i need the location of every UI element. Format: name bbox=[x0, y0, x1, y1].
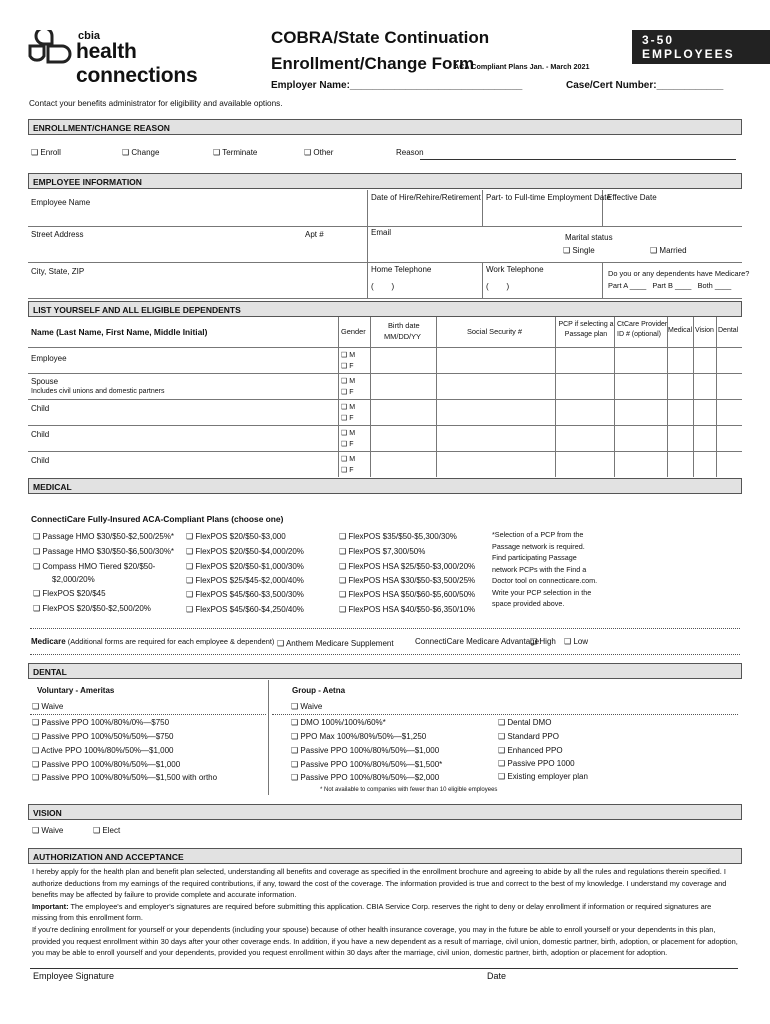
vol-dental-plan[interactable]: ❑ Active PPO 100%/80%/50%—$1,000 bbox=[32, 746, 173, 755]
pcp-selection-note: *Selection of a PCP from the Passage network is required. Find participating Passage network PCPs with the Find a Doctor tool on connecticare.com. Write your PCP selection in the space provided above. bbox=[492, 530, 598, 608]
row-child1-label: Child bbox=[31, 404, 50, 413]
section-enrollment-reason: ENROLLMENT/CHANGE REASON bbox=[28, 119, 742, 135]
gender-m-checkbox[interactable]: ❑ M bbox=[341, 351, 355, 359]
medical-plan-option[interactable]: ❑ FlexPOS HSA $30/$50-$3,500/25% bbox=[339, 576, 475, 585]
work-phone-paren: ( ) bbox=[486, 282, 510, 291]
email-field[interactable]: Email bbox=[371, 228, 392, 237]
terminate-checkbox[interactable]: ❑ Terminate bbox=[213, 148, 257, 157]
group-dental-plan-alt[interactable]: ❑ Standard PPO bbox=[498, 732, 559, 741]
col-medical-header: Medical bbox=[668, 327, 693, 334]
reason-line[interactable] bbox=[420, 159, 736, 160]
gender-f-checkbox[interactable]: ❑ F bbox=[341, 466, 354, 474]
group-dental-plan-alt[interactable]: ❑ Dental DMO bbox=[498, 718, 551, 727]
vol-dental-plan[interactable]: ❑ Passive PPO 100%/80%/50%—$1,000 bbox=[32, 760, 180, 769]
logo-small-text: cbia bbox=[78, 30, 101, 42]
medicare-question: Do you or any dependents have Medicare? bbox=[608, 269, 750, 278]
group-dental-plan[interactable]: ❑ Passive PPO 100%/80%/50%—$2,000 bbox=[291, 773, 439, 782]
group-aetna-label: Group - Aetna bbox=[292, 686, 346, 695]
connecticare-advantage-label: ConnectiCare Medicare Advantage: bbox=[415, 637, 542, 646]
home-phone-field[interactable]: Home Telephone bbox=[371, 265, 432, 274]
group-dental-plan-alt[interactable]: ❑ Existing employer plan bbox=[498, 772, 588, 781]
col-vision-header: Vision bbox=[695, 327, 714, 334]
case-cert-field[interactable]: Case/Cert Number:____________ bbox=[566, 80, 724, 91]
reason-label: Reason bbox=[396, 148, 424, 157]
medical-plan-option[interactable]: ❑ FlexPOS $20/$50-$1,000/30% bbox=[186, 562, 304, 571]
gender-f-checkbox[interactable]: ❑ F bbox=[341, 414, 354, 422]
authorization-text: I hereby apply for the health plan and benefit plan selected, understanding all benefits and coverage as specified in the enrollment brochure and agreeing to abide by all the rules and regulations therein specified. I authorize deductions from my earnings of the required contributions, if any, toward the cost of the coverage. The information provided is true and correct to the best of my knowledge. I understand my coverage and benefits may be affected by failure to provide complete and accurate information. Important: The employee's and employer's signatures are required before submitting this application. CBIA Service Corp. reserves the right to deny or delay enrollment if information or required signatures are missing from this enrollment form. If you're declining enrollment for yourself or your dependents (including your spouse) because of other health insurance coverage, you may in the future be able to enroll yourself or your dependents in this plan, provided you request enrollment within 30 days after your other coverage ends. In addition, if you have a new dependent as a result of marriage, civil union, domestic partner, birth, adoption, or placement for adoption, you may be able to enroll yourself and your dependents, provided you request enrollment within 30 days after the marriage, civil union, domestic partner, birth, adoption or placement for adoption. bbox=[32, 867, 738, 958]
logo-icon bbox=[26, 30, 74, 70]
medical-subheading: ConnectiCare Fully-Insured ACA-Compliant Plans (choose one) bbox=[31, 514, 284, 524]
section-dental: DENTAL bbox=[28, 663, 742, 679]
medical-plan-option[interactable]: ❑ FlexPOS $20/$50-$2,500/20% bbox=[33, 604, 151, 613]
section-medical: MEDICAL bbox=[28, 478, 742, 494]
enroll-checkbox[interactable]: ❑ Enroll bbox=[31, 148, 61, 157]
voluntary-waive-checkbox[interactable]: ❑ Waive bbox=[32, 702, 63, 711]
group-dental-note: * Not available to companies with fewer than 10 eligible employees bbox=[320, 787, 498, 793]
apt-field[interactable]: Apt # bbox=[305, 230, 324, 239]
medical-plan-option[interactable]: ❑ Compass HMO Tiered $20/$50- bbox=[33, 562, 155, 571]
group-dental-plan-alt[interactable]: ❑ Enhanced PPO bbox=[498, 746, 563, 755]
row-child2-label: Child bbox=[31, 430, 50, 439]
gender-f-checkbox[interactable]: ❑ F bbox=[341, 388, 354, 396]
gender-f-checkbox[interactable]: ❑ F bbox=[341, 440, 354, 448]
col-name-header: Name (Last Name, First Name, Middle Initial) bbox=[31, 327, 208, 337]
gender-m-checkbox[interactable]: ❑ M bbox=[341, 403, 355, 411]
row-employee-label: Employee bbox=[31, 354, 67, 363]
voluntary-ameritas-label: Voluntary - Ameritas bbox=[37, 686, 115, 695]
vol-dental-plan[interactable]: ❑ Passive PPO 100%/50%/50%—$750 bbox=[32, 732, 173, 741]
group-dental-plan[interactable]: ❑ DMO 100%/100%/60%* bbox=[291, 718, 386, 727]
high-checkbox[interactable]: ❑ High bbox=[530, 637, 556, 646]
change-checkbox[interactable]: ❑ Change bbox=[122, 148, 159, 157]
anthem-medicare-checkbox[interactable]: ❑ Anthem Medicare Supplement bbox=[277, 639, 394, 648]
aca-note: ACA Compliant Plans Jan. - March 2021 bbox=[454, 62, 590, 71]
gender-f-checkbox[interactable]: ❑ F bbox=[341, 362, 354, 370]
contact-note: Contact your benefits administrator for eligibility and available options. bbox=[29, 99, 283, 108]
street-address-field[interactable]: Street Address bbox=[31, 230, 84, 239]
employee-name-field[interactable]: Employee Name bbox=[31, 198, 91, 207]
group-dental-plan-alt[interactable]: ❑ Passive PPO 1000 bbox=[498, 759, 575, 768]
col-ssn-header: Social Security # bbox=[467, 327, 523, 336]
signature-line[interactable] bbox=[30, 968, 738, 969]
group-dental-plan[interactable]: ❑ Passive PPO 100%/80%/50%—$1,000 bbox=[291, 746, 439, 755]
logo-big-text: health connections bbox=[76, 40, 198, 87]
effective-date-field[interactable]: Effective Date bbox=[607, 193, 657, 202]
group-dental-plan[interactable]: ❑ Passive PPO 100%/80%/50%—$1,500* bbox=[291, 760, 442, 769]
section-employee-info: EMPLOYEE INFORMATION bbox=[28, 173, 742, 189]
single-checkbox[interactable]: ❑ Single bbox=[563, 246, 595, 255]
section-vision: VISION bbox=[28, 804, 742, 820]
medical-plan-option[interactable]: ❑ FlexPOS HSA $50/$60-$5,600/50% bbox=[339, 590, 475, 599]
medicare-row: Medicare (Additional forms are required for each employee & dependent) bbox=[31, 637, 275, 646]
medical-plan-option[interactable]: ❑ FlexPOS $25/$45-$2,000/40% bbox=[186, 576, 304, 585]
other-checkbox[interactable]: ❑ Other bbox=[304, 148, 333, 157]
medical-plan-option[interactable]: ❑ Passage HMO $30/$50-$6,500/30%* bbox=[33, 547, 174, 556]
employees-badge: 3-50 EMPLOYEES bbox=[632, 30, 770, 64]
medical-plan-option[interactable]: ❑ FlexPOS $35/$50-$5,300/30% bbox=[339, 532, 457, 541]
gender-m-checkbox[interactable]: ❑ M bbox=[341, 377, 355, 385]
medical-plan-option[interactable]: ❑ FlexPOS $45/$60-$4,250/40% bbox=[186, 605, 304, 614]
signature-date-label: Date bbox=[487, 971, 507, 981]
form-title-line1: COBRA/State Continuation bbox=[271, 28, 490, 47]
group-waive-checkbox[interactable]: ❑ Waive bbox=[291, 702, 322, 711]
medical-plan-option[interactable]: ❑ FlexPOS $20/$45 bbox=[33, 589, 106, 598]
medical-plan-option[interactable]: ❑ FlexPOS HSA $40/$50-$6,350/10% bbox=[339, 605, 475, 614]
medical-plan-option-cont: $2,000/20% bbox=[52, 575, 95, 584]
section-authorization: AUTHORIZATION AND ACCEPTANCE bbox=[28, 848, 742, 864]
col-birth-format: MM/DD/YY bbox=[384, 332, 421, 341]
col-birth-header: Birth date bbox=[388, 321, 420, 330]
medical-plan-option[interactable]: ❑ FlexPOS $20/$50-$4,000/20% bbox=[186, 547, 304, 556]
medical-plan-option[interactable]: ❑ FlexPOS $45/$60-$3,500/30% bbox=[186, 590, 304, 599]
vision-elect-checkbox[interactable]: ❑ Elect bbox=[93, 826, 120, 835]
col-pcp-header: PCP if selecting a Passage plan bbox=[558, 321, 614, 338]
gender-m-checkbox[interactable]: ❑ M bbox=[341, 429, 355, 437]
employee-signature-label: Employee Signature bbox=[33, 971, 115, 981]
col-ccp-header: CtCare Provider ID # (optional) bbox=[617, 321, 668, 338]
medical-plan-option[interactable]: ❑ Passage HMO $30/$50-$2,500/25%* bbox=[33, 532, 174, 541]
gender-m-checkbox[interactable]: ❑ M bbox=[341, 455, 355, 463]
city-state-zip-field[interactable]: City, State, ZIP bbox=[31, 267, 85, 276]
medicare-parts[interactable]: Part A ____ Part B ____ Both ____ bbox=[608, 281, 732, 290]
section-dependents: LIST YOURSELF AND ALL ELIGIBLE DEPENDENTS bbox=[28, 301, 742, 317]
marital-status-label: Marital status bbox=[565, 233, 613, 242]
part-to-full-field[interactable]: Part- to Full-time Employment Date bbox=[486, 193, 611, 202]
logo bbox=[26, 28, 256, 87]
work-phone-field[interactable]: Work Telephone bbox=[486, 265, 544, 274]
col-dental-header: Dental bbox=[718, 327, 739, 334]
form-title-line2: Enrollment/Change Form bbox=[271, 54, 475, 73]
group-dental-plan[interactable]: ❑ PPO Max 100%/80%/50%—$1,250 bbox=[291, 732, 426, 741]
vision-waive-checkbox[interactable]: ❑ Waive bbox=[32, 826, 63, 835]
vol-dental-plan[interactable]: ❑ Passive PPO 100%/80%/50%—$1,500 with ortho bbox=[32, 773, 217, 782]
col-gender-header: Gender bbox=[341, 327, 366, 336]
medical-plan-option[interactable]: ❑ FlexPOS HSA $25/$50-$3,000/20% bbox=[339, 562, 475, 571]
employer-name-field[interactable]: Employer Name:_______________________________ bbox=[271, 80, 523, 91]
date-hire-field[interactable]: Date of Hire/Rehire/Retirement bbox=[371, 193, 481, 202]
medical-plan-option[interactable]: ❑ FlexPOS $20/$50-$3,000 bbox=[186, 532, 286, 541]
vol-dental-plan[interactable]: ❑ Passive PPO 100%/80%/0%—$750 bbox=[32, 718, 169, 727]
home-phone-paren: ( ) bbox=[371, 282, 395, 291]
row-child3-label: Child bbox=[31, 456, 50, 465]
medical-plan-option[interactable]: ❑ FlexPOS $7,300/50% bbox=[339, 547, 425, 556]
row-spouse-label: Spouse bbox=[31, 377, 59, 386]
married-checkbox[interactable]: ❑ Married bbox=[650, 246, 687, 255]
low-checkbox[interactable]: ❑ Low bbox=[564, 637, 588, 646]
row-spouse-note: Includes civil unions and domestic partners bbox=[31, 388, 165, 395]
